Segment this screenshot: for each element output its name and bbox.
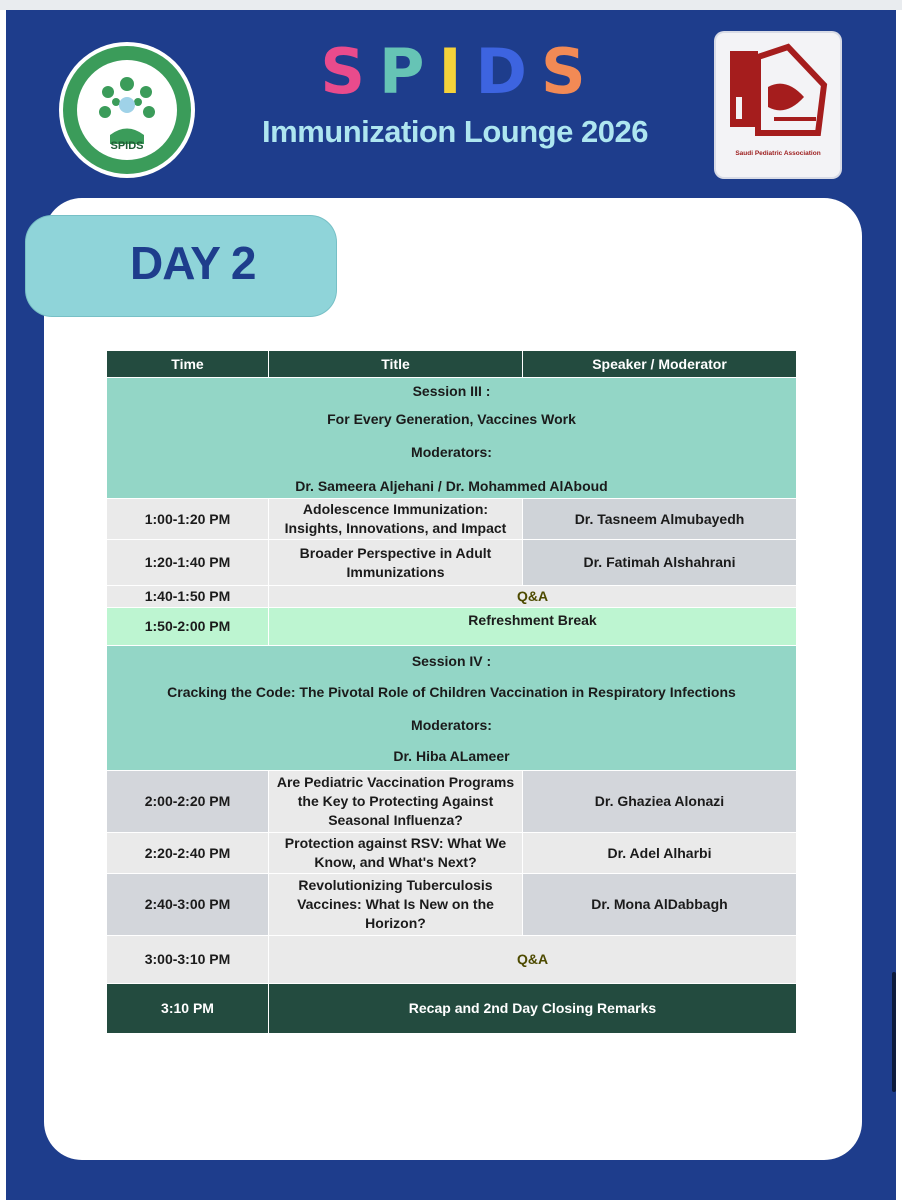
- session-title: Protection against RSV: What We Know, and What's Next?: [269, 833, 523, 874]
- table-row: [107, 540, 797, 586]
- qa-label: Q&A: [269, 586, 797, 608]
- session-title: Are Pediatric Vaccination Programs the Key to Protecting Against Seasonal Influenza?: [269, 771, 523, 833]
- speaker-name: Dr. Ghaziea Alonazi: [523, 771, 797, 833]
- speaker-name: Dr. Fatimah Alshahrani: [523, 540, 797, 586]
- top-strip: [0, 0, 902, 10]
- table-row: [107, 499, 797, 540]
- session-time: 1:40-1:50 PM: [107, 586, 269, 608]
- table-row: [107, 608, 797, 646]
- session-theme: For Every Generation, Vaccines Work: [327, 411, 576, 427]
- column-header-title: Title: [269, 351, 523, 378]
- speaker-name: Dr. Tasneem Almubayedh: [523, 499, 797, 540]
- session-theme: Cracking the Code: The Pivotal Role of Children Vaccination in Respiratory Infections: [167, 684, 736, 700]
- session-title: Broader Perspective in Adult Immunizations: [269, 540, 523, 586]
- title-letter: S: [541, 35, 600, 108]
- session-header-row: [107, 378, 797, 499]
- column-header-speaker: Speaker / Moderator: [523, 351, 797, 378]
- session-info: [107, 646, 797, 771]
- title-letter: D: [475, 35, 541, 108]
- session-time: 3:00-3:10 PM: [107, 936, 269, 984]
- moderators-label: Moderators:: [411, 717, 492, 733]
- moderators-label: Moderators:: [411, 444, 492, 460]
- spids-logo: [48, 40, 206, 180]
- title-letter: I: [438, 35, 476, 108]
- event-subtitle: Immunization Lounge 2026: [262, 114, 648, 149]
- speaker-name: Dr. Adel Alharbi: [523, 833, 797, 874]
- session-time: 2:20-2:40 PM: [107, 833, 269, 874]
- session-time: 1:20-1:40 PM: [107, 540, 269, 586]
- session-title: Revolutionizing Tuberculosis Vaccines: What Is New on the Horizon?: [269, 874, 523, 936]
- session-label: Session III :: [412, 383, 491, 399]
- session-time: 2:40-3:00 PM: [107, 874, 269, 936]
- association-name: Saudi Pediatric Association: [735, 150, 821, 157]
- session-title: Adolescence Immunization: Insights, Innovations, and Impact: [269, 499, 523, 540]
- speaker-name: Dr. Mona AlDabbagh: [523, 874, 797, 936]
- table-header-row: [107, 351, 797, 378]
- table-row: [107, 586, 797, 608]
- spids-logo-text: SPIDS: [110, 140, 144, 152]
- session-time: 2:00-2:20 PM: [107, 771, 269, 833]
- table-row: [107, 874, 797, 936]
- saudi-pediatric-association-logo: [716, 33, 840, 177]
- session-time: 1:00-1:20 PM: [107, 499, 269, 540]
- session-time: 3:10 PM: [107, 984, 269, 1034]
- session-label: Session IV :: [411, 653, 492, 669]
- title-letter: P: [379, 35, 439, 108]
- session-info: [107, 378, 797, 499]
- table-row: [107, 771, 797, 833]
- scrollbar[interactable]: [892, 972, 896, 1092]
- moderators-names: Dr. Hiba ALameer: [393, 748, 510, 764]
- qa-label: Q&A: [269, 936, 797, 984]
- moderators-names: Dr. Sameera Aljehani / Dr. Mohammed AlAboud: [295, 478, 608, 494]
- table-row: [107, 833, 797, 874]
- break-label: Refreshment Break: [269, 608, 797, 646]
- closing-label: Recap and 2nd Day Closing Remarks: [269, 984, 797, 1034]
- agenda-table: [106, 350, 797, 1034]
- title-letter: S: [320, 35, 379, 108]
- session-header-row: [107, 646, 797, 771]
- column-header-time: Time: [107, 351, 269, 378]
- spids-title: [270, 36, 650, 108]
- table-row: [107, 984, 797, 1034]
- session-time: 1:50-2:00 PM: [107, 608, 269, 646]
- table-row: [107, 936, 797, 984]
- day-label: DAY 2: [130, 237, 256, 289]
